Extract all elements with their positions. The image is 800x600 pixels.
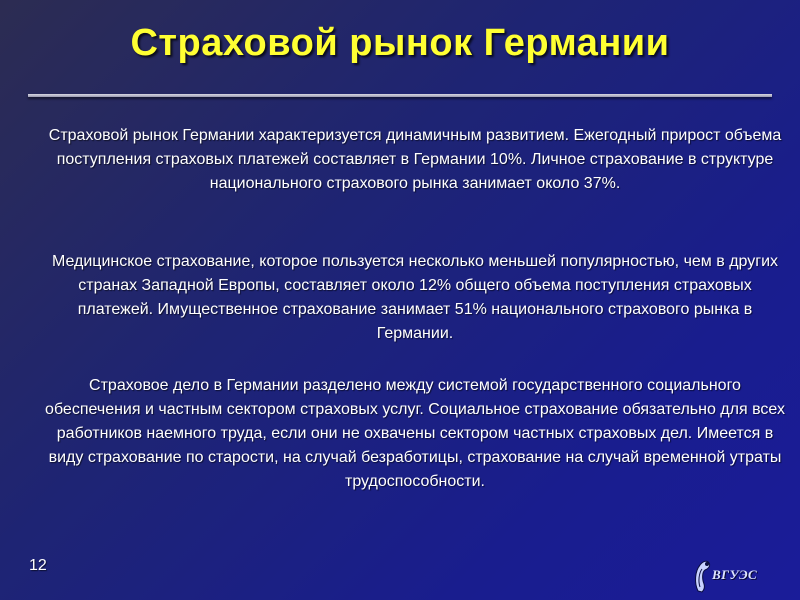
university-logo [692,557,776,595]
logo-text: ВГУЭС [712,567,758,582]
title-divider [28,94,772,97]
slide-number: 12 [29,557,47,574]
paragraph-social-private-insurance: Страховое дело в Германии разделено между системой государственного социального обеспечения и частным сектором страховых услуг. Социальное страхование обязательно для всех работников наемного труда, если они не охвачены сектором частных страховых дел. Имеется в виду страхование по старости, на случай безработицы, страхование на случай временной утраты трудоспособности. [45,377,785,490]
paragraph-medical-property-insurance: Медицинское страхование, которое пользуется несколько меньшей популярностью, чем в других странах Западной Европы, составляет около 12% общего объема поступления страховых платежей. Имущественное страхование занимает 51% национального страхового рынка в Германии. [51,253,779,342]
paragraph-insurance-market-growth: Страховой рынок Германии характеризуется динамичным развитием. Ежегодный прирост объема поступления страховых платежей составляет в Германии 10%. Личное страхование в структуре национального страхового рынка занимает около 37%. [48,127,782,192]
slide-title: Страховой рынок Германии [130,22,670,64]
